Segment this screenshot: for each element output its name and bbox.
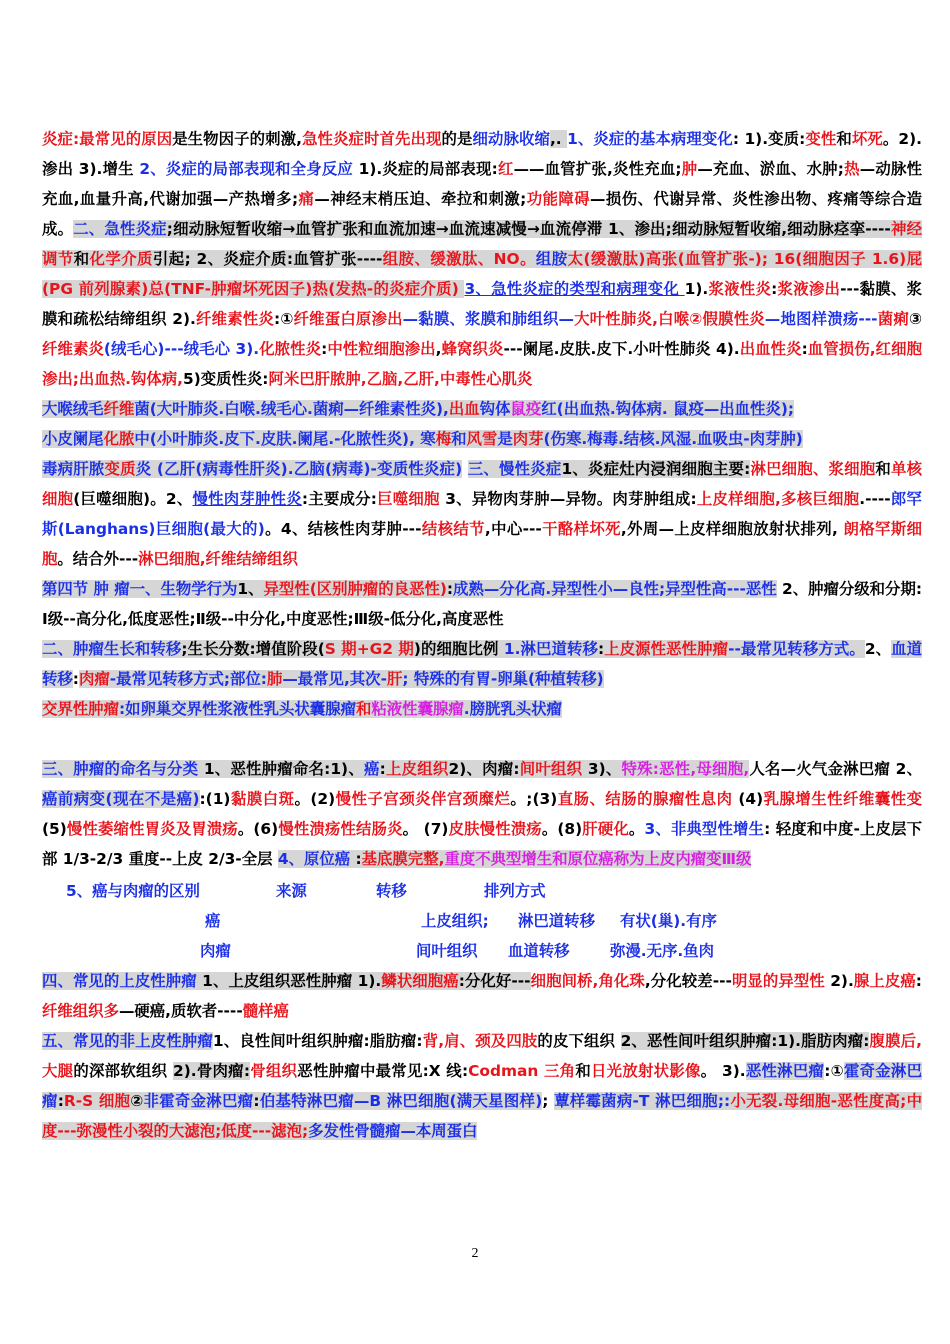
text-run: :: [350, 850, 362, 868]
text-run: )的细胞比例: [413, 640, 504, 658]
text-run: 肝: [386, 670, 403, 688]
text-run: :: [597, 640, 605, 658]
text-run: (5): [42, 820, 67, 838]
text-run: 出血性炎: [739, 340, 802, 358]
table-cell: 弥漫.无序.鱼肉: [610, 942, 715, 960]
text-run: 交界性肿瘤: [42, 700, 119, 718]
text-run: 腺上皮癌: [853, 972, 916, 990]
text-run: 假膜性炎: [702, 310, 765, 328]
text-run: 2、: [864, 640, 892, 658]
text-run: :主要成分:: [301, 490, 377, 508]
text-run: 。结合外---: [57, 550, 139, 568]
text-run: ;生长分数:增值阶段(: [181, 640, 325, 658]
text-run: 。(6): [237, 820, 279, 838]
text-run: 。2).渗出 3).增生: [42, 130, 922, 178]
text-run: :①: [824, 1062, 844, 1080]
text-run: Codman 三角: [468, 1062, 576, 1080]
text-run: 和: [73, 250, 90, 268]
text-run: 血管损伤,红细胞渗出;出血热.钩体病,: [42, 340, 922, 388]
text-run: 小无裂.母细胞-恶性度高;中度---弥漫性小裂的大滤泡;低度---滤泡;: [42, 1092, 922, 1140]
text-run: 粘液性囊腺瘤: [371, 700, 464, 718]
text-run: 3、非典型性增生: [644, 820, 765, 838]
text-run: 皮肤慢性溃疡: [448, 820, 542, 838]
text-run: 红: [497, 160, 514, 178]
text-run: :: [253, 1092, 260, 1110]
text-run: : 轻度和中度-上皮层下部 1/3-2/3 重度--上皮 2/3-全层: [42, 820, 922, 868]
text-run: 鼠疫: [510, 400, 542, 418]
text-run: (绒毛心)---绒毛心 3).: [103, 340, 260, 358]
text-run: 巨噬细胞: [376, 490, 440, 508]
text-run: :如卵巢交界性浆液性乳头状囊腺瘤: [118, 700, 356, 718]
paragraph-chronic-inflammation: [42, 454, 922, 574]
text-run: 出血: [448, 400, 480, 418]
text-run: ——血管扩张,炎性充血;: [513, 160, 682, 178]
text-run: 髓样癌: [242, 1002, 289, 1020]
text-run: 和: [836, 130, 852, 148]
text-run: 三、肿瘤的命名与分类: [42, 760, 199, 778]
text-run: 肉芽: [512, 430, 544, 448]
table-header-row: [42, 876, 922, 906]
text-run: (4): [732, 790, 764, 808]
text-run: 阿米巴肝脓肿,乙脑,乙肝,中毒性心肌炎: [268, 370, 533, 388]
text-run: 炎症:最常见的原因: [42, 130, 173, 148]
text-run: 单核细胞: [42, 460, 922, 508]
text-run: 1、上皮组织恶性肿瘤 1).: [196, 972, 382, 990]
text-run: :分化好---: [458, 972, 531, 990]
table-cell: 上皮组织;: [421, 912, 489, 930]
text-run: 癌: [363, 760, 380, 778]
text-run: 2、恶性间叶组织肿瘤:1).脂肪肉瘤:: [620, 1032, 870, 1050]
text-run: 。(8): [541, 820, 583, 838]
text-run: 恶性淋巴瘤: [745, 1062, 825, 1080]
text-run: 恶性肿瘤中最常见:X 线:: [297, 1062, 469, 1080]
text-run: 结核结节: [421, 520, 485, 538]
text-run: 。;(3): [510, 790, 558, 808]
text-run: 痛: [298, 190, 315, 208]
table-cell: 有状(巢).有序: [620, 912, 717, 930]
text-run: 寒: [420, 430, 436, 448]
text-run: 3、异物肉芽肿—异物。肉芽肿组成:: [439, 490, 697, 508]
text-run: :①: [273, 310, 294, 328]
text-run: ,: [435, 340, 442, 358]
text-run: —最常见,其次-: [282, 670, 387, 688]
text-run: 4、原位癌: [277, 850, 351, 868]
table-header-cell: 来源: [276, 882, 307, 900]
text-run: 5): [182, 370, 201, 388]
text-run: 2、肿瘤分级和分期: Ⅰ级--高分化,低度恶性;Ⅱ级--中分化,中度恶性;Ⅲ级-低分化,高度恶性: [42, 580, 922, 628]
text-run: 热: [843, 160, 860, 178]
table-cell: 癌: [205, 912, 221, 930]
text-run: 纤维蛋白原渗出: [293, 310, 403, 328]
text-run: 细胞间桥,角化珠: [530, 972, 645, 990]
paragraph-non-epithelial-tumors: [42, 1026, 922, 1146]
text-run: :: [321, 340, 328, 358]
text-run: 组胺、缓激肽、NO。: [382, 250, 536, 268]
text-run: —动脉性充血,血量升高,代谢加强—产热增多;: [42, 160, 922, 208]
text-run: 和: [875, 460, 891, 478]
text-run: 。4、结核性肉芽肿---: [264, 520, 422, 538]
text-run: 肉瘤: [78, 670, 110, 688]
text-run: 干酪样坏死: [541, 520, 621, 538]
text-run: 变质性炎:: [200, 370, 269, 388]
text-run: 大叶性肺炎: [573, 310, 653, 328]
text-run: 第四节 肿 瘤一、生物学行为: [42, 580, 238, 598]
text-run: 多发性骨髓瘤—本周蛋白: [308, 1122, 478, 1140]
text-run: ---阑尾.皮肤.皮下.小叶性肺炎 4).: [503, 340, 740, 358]
text-run: .膀胱乳头状瘤: [463, 700, 562, 718]
text-run: : 1).变质:: [732, 130, 806, 148]
text-run: :(1): [199, 790, 231, 808]
text-run: 血道转移: [42, 640, 922, 688]
text-run: ,外周—上皮样细胞放射状排列,: [620, 520, 844, 538]
table-row: [42, 936, 922, 966]
table-cell: 血道转移: [508, 942, 570, 960]
text-run: 淋巴细胞、浆细胞: [750, 460, 876, 478]
text-run: [462, 460, 468, 478]
text-run: 的是: [441, 130, 473, 148]
text-run: 间叶组织: [519, 760, 583, 778]
paragraph-inflammation: [42, 124, 922, 394]
text-run: —充血、淤血、水肿;: [697, 160, 844, 178]
text-run: :: [771, 280, 778, 298]
text-run: 二、肿瘤生长和转移: [42, 640, 182, 658]
text-run: 中(小叶肺炎.皮下.皮肤.阑尾.-化脓性炎),: [134, 430, 421, 448]
text-run: :: [915, 972, 922, 990]
text-run: —地图样溃疡---: [764, 310, 878, 328]
text-run: 是: [497, 430, 513, 448]
text-run: 风雪: [466, 430, 498, 448]
text-run: 浆液渗出: [777, 280, 841, 298]
text-run: 三、慢性炎症: [467, 460, 562, 478]
document-body: [42, 124, 922, 1146]
text-run: 大喉绒毛: [42, 400, 104, 418]
text-run: 2).: [824, 972, 854, 990]
text-run: 肺: [266, 670, 283, 688]
table-header-cell: 排列方式: [484, 882, 546, 900]
text-run: 蜂窝织炎: [441, 340, 504, 358]
paragraph-mnemonic-purulent: [42, 424, 922, 454]
text-run: .----: [859, 490, 891, 508]
text-run: ;: [542, 1092, 555, 1110]
text-run: 功能障碍: [526, 190, 591, 208]
text-run: —硬癌,质软者----: [118, 1002, 243, 1020]
text-run: ②: [130, 1092, 144, 1110]
paragraph-tumor-behavior: [42, 574, 922, 634]
text-run: R-S 细胞: [63, 1092, 131, 1110]
text-run: 纤维: [103, 400, 135, 418]
text-run: 肝硬化: [582, 820, 629, 838]
paragraph-tumor-naming: [42, 754, 922, 874]
paragraph-borderline-tumor: [42, 694, 922, 724]
text-run: 五、常见的非上皮性肿瘤: [42, 1032, 213, 1050]
text-run: ; 特殊的有胃-卵巢(种植转移): [402, 670, 604, 688]
text-run: 化学介质: [89, 250, 153, 268]
text-run: 小皮阑尾: [42, 430, 104, 448]
text-run: 1、炎症的基本病理变化: [567, 130, 733, 148]
paragraph-epithelial-tumors: [42, 966, 922, 1026]
text-run: :: [57, 1092, 64, 1110]
text-run: 毒病肝脓: [42, 460, 105, 478]
text-run: 坏死: [851, 130, 883, 148]
text-run: 变性: [805, 130, 837, 148]
text-run: 日光放射状影像: [591, 1062, 701, 1080]
text-run: ,中心---: [484, 520, 542, 538]
text-run: 四、常见的上皮性肿瘤: [42, 972, 197, 990]
text-run: 非霍奇金淋巴瘤: [143, 1092, 254, 1110]
text-run: 霍奇金淋巴瘤: [42, 1062, 922, 1110]
text-run: 二、急性炎症: [73, 220, 167, 238]
text-run: -最常见转移方式;部位:: [109, 670, 267, 688]
text-run: 伯基特淋巴瘤—B 淋巴细胞(满天星图样): [259, 1092, 543, 1110]
text-run: 背,肩、颈及四肢: [422, 1032, 538, 1050]
text-run: —损伤、代谢异常、炎性渗出物、疼痛等综合造成。: [42, 190, 922, 238]
text-run: 郎罕斯(Langhans)巨细胞(最大的): [42, 490, 922, 538]
text-run: 异型性(区别肿瘤的良恶性): [263, 580, 447, 598]
text-run: 淋巴细胞,纤维结缔组织: [138, 550, 298, 568]
text-run: 纤维素炎: [42, 340, 104, 358]
text-run: 1).炎症的局部表现:: [353, 160, 498, 178]
text-run: 和: [575, 1062, 592, 1080]
text-run: 特殊:恶性,母细胞,: [621, 760, 750, 778]
text-run: —黏膜、浆膜和肺组织—: [402, 310, 574, 328]
text-run: 3)、: [582, 760, 622, 778]
comparison-table: [42, 876, 922, 966]
table-cell: 肉瘤: [200, 942, 231, 960]
page-number: 2: [471, 1246, 479, 1261]
text-run: 神经调节: [42, 220, 922, 268]
text-run: 。 (7): [402, 820, 449, 838]
text-run: 引起; 2、炎症介质:血管扩张----: [152, 250, 383, 268]
table-header-cell: 5、癌与肉瘤的区别: [66, 882, 200, 900]
text-run: 1、炎症灶内浸润细胞主要:: [561, 460, 751, 478]
text-run: 基底膜完整,: [361, 850, 445, 868]
text-run: 成熟—分化高.异型性小—良性;异型性高---恶性: [453, 580, 777, 598]
table-cell: 间叶组织: [416, 942, 478, 960]
text-run: 慢性萎缩性胃炎及胃溃疡: [66, 820, 238, 838]
text-run: 2)、肉瘤:: [448, 760, 520, 778]
text-run: 上皮源性恶性肿瘤: [604, 640, 729, 658]
text-run: (巨噬细胞)。2、: [73, 490, 193, 508]
text-run: 太(缓激肽)高张(血管扩张-); 16(细胞因子 1.6)屁(PG 前列腺素)总(TNF-肿瘤坏死因子)热(发热-的炎症介质): [42, 250, 922, 298]
text-run: 和: [451, 430, 467, 448]
text-run: --最常见转移方式。: [728, 640, 865, 658]
text-run: :: [379, 760, 386, 778]
paragraph-mnemonic-fibrinous: [42, 394, 922, 424]
text-run: :: [72, 670, 79, 688]
text-run: 乳腺增生性纤维囊性变: [763, 790, 922, 808]
text-run: 鳞状细胞癌: [381, 972, 459, 990]
text-run: 细动脉收缩: [472, 130, 550, 148]
paragraph-tumor-metastasis: [42, 634, 922, 694]
text-run: 红(出血热.钩体病. 鼠疫—出血性炎);: [541, 400, 795, 418]
text-run: 明显的异型性: [731, 972, 825, 990]
text-run: 变质: [104, 460, 136, 478]
text-run: 1).: [684, 280, 709, 298]
table-header-cell: 转移: [376, 882, 407, 900]
text-run: 梅: [435, 430, 452, 448]
text-run: 。: [628, 820, 645, 838]
text-run: 上皮组织: [385, 760, 449, 778]
text-run: ③: [908, 310, 922, 328]
text-run: 2).骨肉瘤:: [172, 1062, 251, 1080]
text-run: :: [801, 340, 808, 358]
text-run: ;细动脉短暂收缩→血管扩张和血流加速→血流速减慢→血流停滞 1、渗出;细动脉短暂收缩,细动脉痉挛----: [166, 220, 891, 238]
text-run: 纤维组织多: [42, 1002, 119, 1020]
text-run: S 期+G2 期: [324, 640, 414, 658]
text-run: ,分化较差---: [644, 972, 732, 990]
text-run: 浆液性炎: [708, 280, 772, 298]
blank-line: [42, 724, 922, 754]
text-run: (伤寒.梅毒.结核.风湿.血吸虫-肉芽肿): [543, 430, 803, 448]
text-run: ,.: [549, 130, 568, 148]
table-cell: 淋巴道转移: [518, 912, 595, 930]
text-run: 骨组织: [250, 1062, 298, 1080]
text-run: 上皮样细胞,多核巨细胞: [696, 490, 860, 508]
text-run: 肿: [681, 160, 698, 178]
text-run: —神经末梢压迫、牵拉和刺激;: [314, 190, 527, 208]
text-run: 菌痢: [877, 310, 909, 328]
text-run: 化脓性炎: [259, 340, 322, 358]
text-run: 癌前病变(现在不是癌): [42, 790, 200, 808]
text-run: 化脓: [103, 430, 135, 448]
text-run: 重度不典型增生和原位癌称为上皮内瘤变Ⅲ级: [444, 850, 752, 868]
text-run: 炎 (乙肝(病毒性肝炎).乙脑(病毒)-变质性炎症): [135, 460, 463, 478]
text-run: 蕈样霉菌病-T 淋巴细胞;:: [554, 1092, 731, 1110]
text-run: 2、炎症的局部表现和全身反应: [139, 160, 354, 178]
text-run: 1、: [237, 580, 264, 598]
text-run: 菌(大叶肺炎.白喉.绒毛心.菌痢—纤维素性炎),: [134, 400, 449, 418]
text-run: 慢性溃疡性结肠炎: [278, 820, 403, 838]
text-run: 钩体: [479, 400, 511, 418]
text-run: ,白喉②: [652, 310, 703, 328]
text-run: 是生物因子的刺激,: [172, 130, 302, 148]
text-run: :: [446, 580, 454, 598]
text-run: 。 3).: [700, 1062, 746, 1080]
text-run: 直肠、结肠的腺瘤性息肉: [557, 790, 733, 808]
text-run: 中性粒细胞渗出: [327, 340, 436, 358]
text-run: 腹膜后,大腿: [42, 1032, 922, 1080]
text-run: 黏膜白斑: [230, 790, 295, 808]
text-run: 的深部软组织: [73, 1062, 173, 1080]
text-run: ---黏膜、浆膜和疏松结缔组织 2).: [42, 280, 922, 328]
text-run: 急性炎症时首先出现: [301, 130, 442, 148]
text-run: 慢性肉芽肿性炎: [192, 490, 302, 508]
text-run: 纤维素性炎: [195, 310, 274, 328]
table-row: [42, 906, 922, 936]
text-run: 朗格罕斯细胞: [42, 520, 922, 568]
text-run: 1、良性间叶组织肿瘤:脂肪瘤:: [212, 1032, 423, 1050]
text-run: 3、急性炎症的类型和病理变化: [464, 280, 685, 298]
text-run: 1.淋巴道转移: [503, 640, 598, 658]
text-run: 慢性子宫颈炎伴宫颈糜烂: [335, 790, 511, 808]
text-run: 1、恶性肿瘤命名:1)、: [198, 760, 364, 778]
text-run: 的皮下组织: [537, 1032, 621, 1050]
text-run: 和: [355, 700, 372, 718]
text-run: 人名—火气金淋巴瘤 2、: [749, 760, 922, 778]
text-run: 组胺: [535, 250, 568, 268]
text-run: 。(2): [294, 790, 336, 808]
